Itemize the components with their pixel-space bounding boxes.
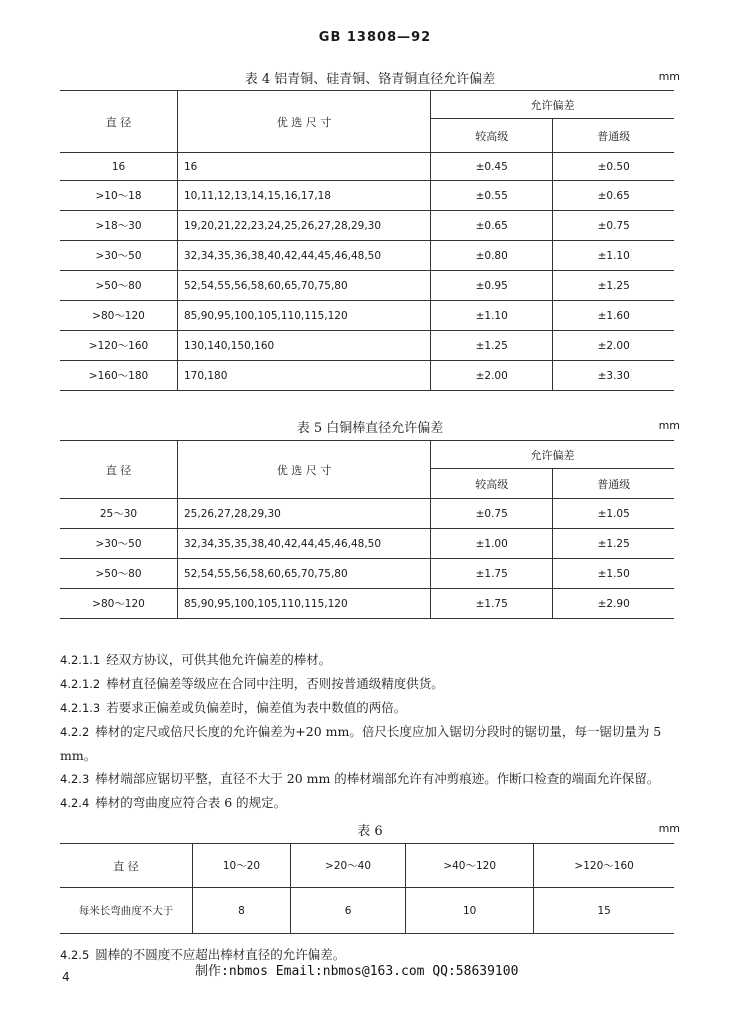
table-row	[60, 499, 674, 529]
table5-caption: 表 5 白铜棒直径允许偏差	[296, 421, 444, 436]
table4-caption-row	[60, 66, 680, 86]
table6-column-header: >120～160	[534, 844, 674, 888]
table5-header-diameter: 直 径	[60, 441, 178, 499]
clause-4-2-2: 4.2.2 棒材的定尺或倍尺长度的允许偏差为+20 mm。倍尺长度应加入锯切分段时的锯切量，每一锯切量为 5 mm。	[60, 724, 662, 763]
table6-unit: mm	[658, 822, 680, 835]
table4-header-sizes: 优 选 尺 寸	[178, 91, 431, 153]
credit-watermark: 制作:nbmos Email:nbmos@163.com QQ:58639100	[195, 964, 519, 979]
normal-tolerance-cell: ±0.65	[553, 181, 674, 211]
normal-tolerance-cell: ±3.30	[553, 361, 674, 391]
clause-list	[60, 648, 680, 815]
diameter-cell: >80～120	[60, 589, 178, 619]
normal-tolerance-cell: ±1.10	[553, 241, 674, 271]
sizes-cell: 170,180	[178, 361, 431, 391]
diameter-cell: >10～18	[60, 181, 178, 211]
high-tolerance-cell: ±0.65	[431, 211, 553, 241]
high-tolerance-cell: ±1.00	[431, 529, 553, 559]
clause-4-2-1-3: 4.2.1.3 若要求正偏差或负偏差时，偏差值为表中数值的两倍。	[60, 700, 407, 715]
table6-label-diameter: 直 径	[60, 844, 193, 888]
table4-header-tolerance: 允许偏差	[431, 91, 675, 119]
table6	[60, 843, 674, 934]
table4-header-high: 较高级	[431, 119, 553, 153]
table4-caption: 表 4 铝青铜、硅青铜、铬青铜直径允许偏差	[244, 72, 496, 87]
table-row	[60, 153, 674, 181]
page-number: 4	[62, 970, 70, 984]
table5-unit: mm	[658, 419, 680, 432]
diameter-cell: >120～160	[60, 331, 178, 361]
table-row	[60, 271, 674, 301]
high-tolerance-cell: ±0.75	[431, 499, 553, 529]
high-tolerance-cell: ±1.75	[431, 559, 553, 589]
high-tolerance-cell: ±0.80	[431, 241, 553, 271]
sizes-cell: 85,90,95,100,105,110,115,120	[178, 589, 431, 619]
normal-tolerance-cell: ±2.90	[553, 589, 674, 619]
sizes-cell: 32,34,35,35,38,40,42,44,45,46,48,50	[178, 529, 431, 559]
diameter-cell: >30～50	[60, 529, 178, 559]
clause-4-2-1-2: 4.2.1.2 棒材直径偏差等级应在合同中注明，否则按普通级精度供货。	[60, 676, 444, 691]
table4-header-diameter: 直 径	[60, 91, 178, 153]
table6-column-header: >40～120	[406, 844, 534, 888]
diameter-cell: >18～30	[60, 211, 178, 241]
high-tolerance-cell: ±0.45	[431, 153, 553, 181]
table6-caption: 表 6	[357, 824, 383, 839]
bend-value-cell: 8	[193, 888, 291, 934]
table-row	[60, 181, 674, 211]
sizes-cell: 19,20,21,22,23,24,25,26,27,28,29,30	[178, 211, 431, 241]
normal-tolerance-cell: ±2.00	[553, 331, 674, 361]
table6-label-bend: 每米长弯曲度不大于	[60, 888, 193, 934]
page-header: GB 13808—92	[318, 30, 432, 45]
normal-tolerance-cell: ±0.50	[553, 153, 674, 181]
high-tolerance-cell: ±1.25	[431, 331, 553, 361]
normal-tolerance-cell: ±1.25	[553, 271, 674, 301]
sizes-cell: 32,34,35,36,38,40,42,44,45,46,48,50	[178, 241, 431, 271]
table4	[60, 90, 674, 391]
clause-4-2-4: 4.2.4 棒材的弯曲度应符合表 6 的规定。	[60, 795, 287, 810]
table5-caption-row	[60, 415, 680, 435]
table-row	[60, 211, 674, 241]
table-row	[60, 559, 674, 589]
table-row	[60, 844, 674, 888]
high-tolerance-cell: ±2.00	[431, 361, 553, 391]
sizes-cell: 25,26,27,28,29,30	[178, 499, 431, 529]
table4-unit: mm	[658, 70, 680, 83]
diameter-cell: 16	[60, 153, 178, 181]
diameter-cell: >160～180	[60, 361, 178, 391]
table5-header-high: 较高级	[431, 469, 553, 499]
bend-value-cell: 10	[406, 888, 534, 934]
table6-caption-row	[60, 818, 680, 838]
table-row	[60, 888, 674, 934]
table-row	[60, 361, 674, 391]
table4-header-normal: 普通级	[553, 119, 674, 153]
table5-header-normal: 普通级	[553, 469, 674, 499]
table6-column-header: >20～40	[290, 844, 405, 888]
diameter-cell: >50～80	[60, 271, 178, 301]
normal-tolerance-cell: ±1.25	[553, 529, 674, 559]
diameter-cell: >30～50	[60, 241, 178, 271]
table-row	[60, 241, 674, 271]
high-tolerance-cell: ±0.95	[431, 271, 553, 301]
normal-tolerance-cell: ±1.50	[553, 559, 674, 589]
bend-value-cell: 15	[534, 888, 674, 934]
table-row	[60, 301, 674, 331]
high-tolerance-cell: ±1.75	[431, 589, 553, 619]
table6-column-header: 10～20	[193, 844, 291, 888]
table5-header-tolerance: 允许偏差	[431, 441, 675, 469]
sizes-cell: 85,90,95,100,105,110,115,120	[178, 301, 431, 331]
sizes-cell: 10,11,12,13,14,15,16,17,18	[178, 181, 431, 211]
bend-value-cell: 6	[290, 888, 405, 934]
sizes-cell: 52,54,55,56,58,60,65,70,75,80	[178, 559, 431, 589]
normal-tolerance-cell: ±1.05	[553, 499, 674, 529]
table-row	[60, 331, 674, 361]
sizes-cell: 16	[178, 153, 431, 181]
diameter-cell: >50～80	[60, 559, 178, 589]
high-tolerance-cell: ±1.10	[431, 301, 553, 331]
high-tolerance-cell: ±0.55	[431, 181, 553, 211]
table5	[60, 440, 674, 619]
sizes-cell: 52,54,55,56,58,60,65,70,75,80	[178, 271, 431, 301]
sizes-cell: 130,140,150,160	[178, 331, 431, 361]
table5-header-sizes: 优 选 尺 寸	[178, 441, 431, 499]
clause-4-2-1-1: 4.2.1.1 经双方协议，可供其他允许偏差的棒材。	[60, 652, 332, 667]
diameter-cell: 25～30	[60, 499, 178, 529]
diameter-cell: >80～120	[60, 301, 178, 331]
table-row	[60, 589, 674, 619]
clause-4-2-5: 4.2.5 圆棒的不圆度不应超出棒材直径的允许偏差。	[60, 947, 346, 962]
normal-tolerance-cell: ±1.60	[553, 301, 674, 331]
table-row	[60, 529, 674, 559]
normal-tolerance-cell: ±0.75	[553, 211, 674, 241]
clause-4-2-3: 4.2.3 棒材端部应锯切平整，直径不大于 20 mm 的棒材端部允许有冲剪痕迹。作断口检查的端面允许保留。	[60, 771, 660, 786]
